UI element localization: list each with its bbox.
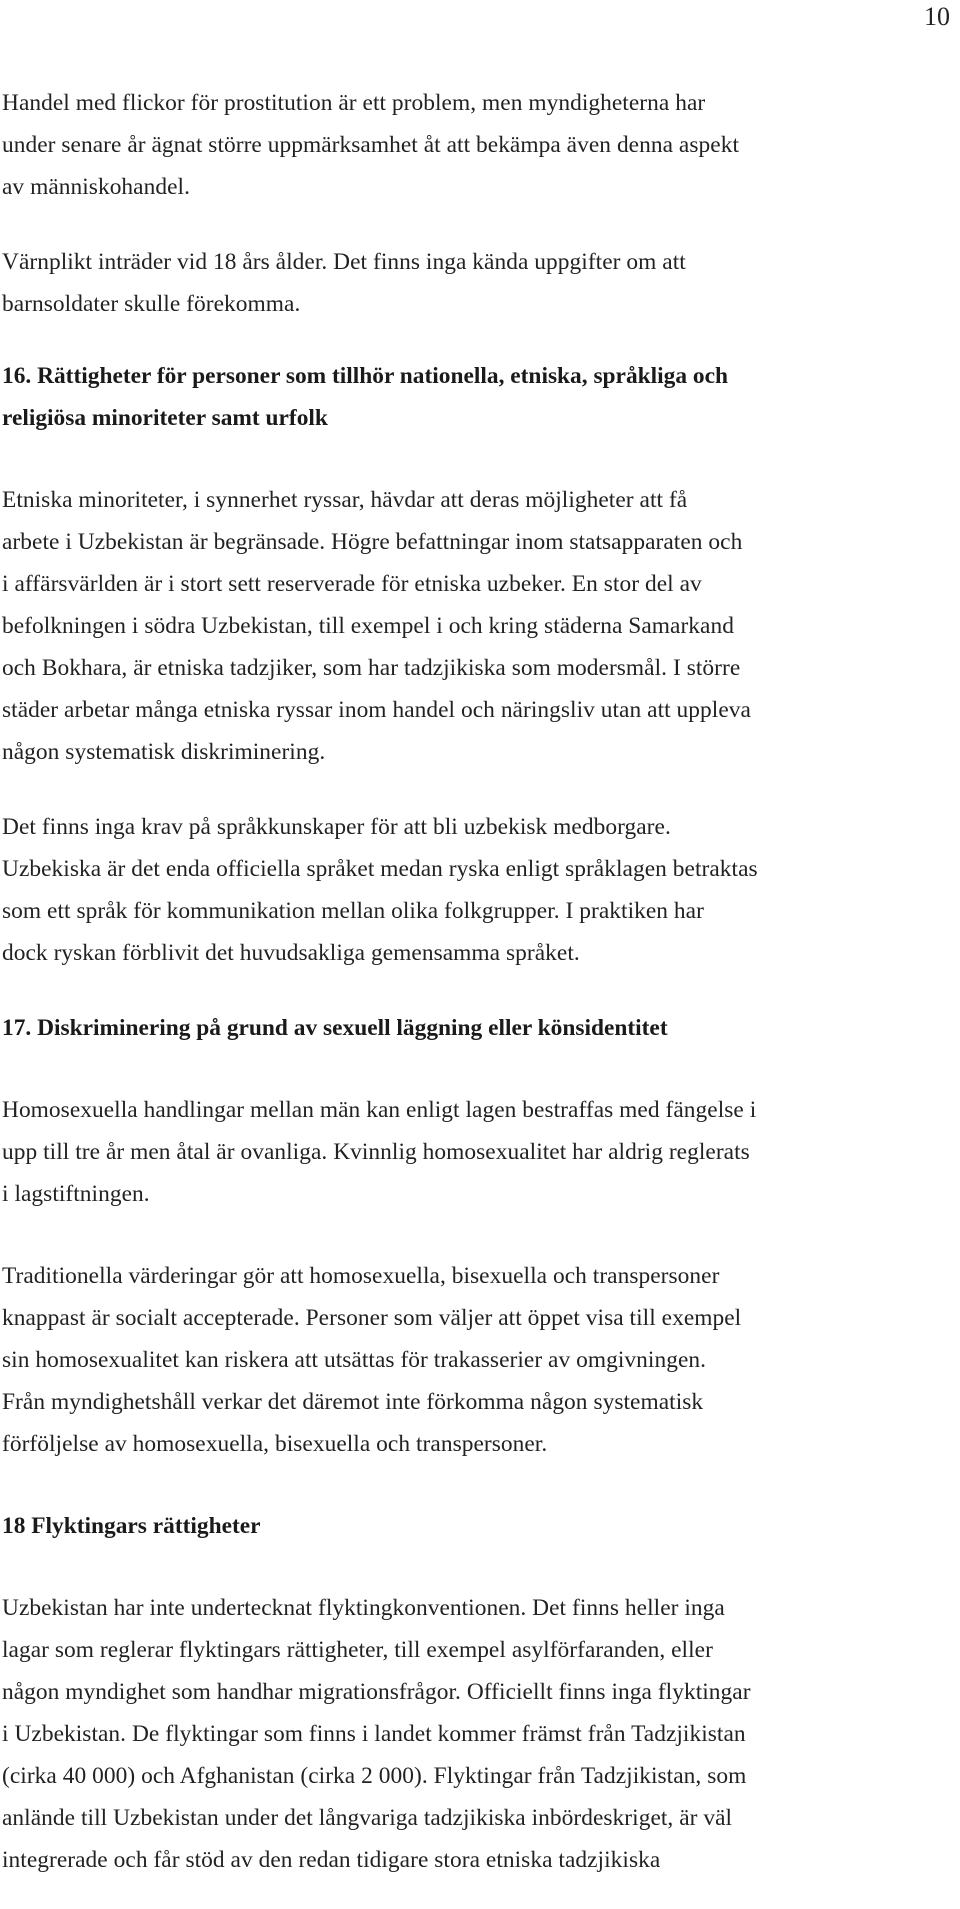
text-line: befolkningen i södra Uzbekistan, till exempel i och kring städerna Samarkand: [2, 613, 734, 639]
text-line: under senare år ägnat större uppmärksamhet åt att bekämpa även denna aspekt: [2, 132, 739, 158]
paragraph-traditional-values: [2, 1255, 942, 1465]
document-body: [2, 82, 942, 1881]
text-line: sin homosexualitet kan riskera att utsättas för trakasserier av omgivningen.: [2, 1347, 707, 1373]
text-line: Uzbekistan har inte undertecknat flyktingkonventionen. Det finns heller inga: [2, 1595, 725, 1621]
paragraph-trafficking: [2, 82, 942, 208]
heading-line: 17. Diskriminering på grund av sexuell läggning eller könsidentitet: [2, 1015, 668, 1041]
text-line: städer arbetar många etniska ryssar inom handel och näringsliv utan att uppleva: [2, 697, 751, 723]
heading-line: 16. Rättigheter för personer som tillhör nationella, etniska, språkliga och: [2, 363, 728, 389]
text-line: någon myndighet som handhar migrationsfrågor. Officiellt finns inga flyktingar: [2, 1679, 751, 1705]
text-line: av människohandel.: [2, 174, 190, 200]
heading-section-17: [2, 1007, 942, 1049]
text-line: i affärsvärlden är i stort sett reserverade för etniska uzbeker. En stor del av: [2, 571, 702, 597]
text-line: Värnplikt inträder vid 18 års ålder. Det finns inga kända uppgifter om att: [2, 249, 686, 275]
heading-section-18: [2, 1505, 942, 1547]
text-line: anlände till Uzbekistan under det långvariga tadzjikiska inbördeskriget, är väl: [2, 1805, 733, 1831]
page-number: 10: [924, 2, 950, 31]
text-line: som ett språk för kommunikation mellan olika folkgrupper. I praktiken har: [2, 898, 704, 924]
text-line: någon systematisk diskriminering.: [2, 739, 326, 765]
text-line: Det finns inga krav på språkkunskaper för att bli uzbekisk medborgare.: [2, 814, 671, 840]
text-line: Etniska minoriteter, i synnerhet ryssar, hävdar att deras möjligheter att få: [2, 487, 688, 513]
paragraph-conscription: [2, 241, 942, 325]
text-line: och Bokhara, är etniska tadzjiker, som har tadzjikiska som modersmål. I större: [2, 655, 741, 681]
text-line: Från myndighetshåll verkar det däremot inte förkomma någon systematisk: [2, 1389, 704, 1415]
paragraph-ethnic-minorities: [2, 479, 942, 773]
text-line: upp till tre år men åtal är ovanliga. Kvinnlig homosexualitet har aldrig reglerats: [2, 1139, 750, 1165]
heading-line: religiösa minoriteter samt urfolk: [2, 405, 328, 431]
text-line: barnsoldater skulle förekomma.: [2, 291, 301, 317]
paragraph-language: [2, 806, 942, 974]
text-line: integrerade och får stöd av den redan tidigare stora etniska tadzjikiska: [2, 1847, 661, 1873]
text-line: förföljelse av homosexuella, bisexuella och transpersoner.: [2, 1431, 548, 1457]
text-line: knappast är socialt accepterade. Personer som väljer att öppet visa till exempel: [2, 1305, 742, 1331]
text-line: Traditionella värderingar gör att homosexuella, bisexuella och transpersoner: [2, 1263, 720, 1289]
text-line: Homosexuella handlingar mellan män kan enligt lagen bestraffas med fängelse i: [2, 1097, 757, 1123]
text-line: Handel med flickor för prostitution är ett problem, men myndigheterna har: [2, 90, 706, 116]
paragraph-refugees: [2, 1587, 942, 1881]
text-line: dock ryskan förblivit det huvudsakliga gemensamma språket.: [2, 940, 580, 966]
text-line: i Uzbekistan. De flyktingar som finns i landet kommer främst från Tadzjikistan: [2, 1721, 746, 1747]
text-line: (cirka 40 000) och Afghanistan (cirka 2 000). Flyktingar från Tadzjikistan, som: [2, 1763, 747, 1789]
text-line: i lagstiftningen.: [2, 1181, 150, 1207]
heading-line: 18 Flyktingars rättigheter: [2, 1513, 261, 1539]
paragraph-homosexual-acts: [2, 1089, 942, 1215]
heading-section-16: [2, 355, 942, 439]
text-line: arbete i Uzbekistan är begränsade. Högre befattningar inom statsapparaten och: [2, 529, 743, 555]
text-line: lagar som reglerar flyktingars rättigheter, till exempel asylförfaranden, eller: [2, 1637, 713, 1663]
text-line: Uzbekiska är det enda officiella språket medan ryska enligt språklagen betraktas: [2, 856, 758, 882]
